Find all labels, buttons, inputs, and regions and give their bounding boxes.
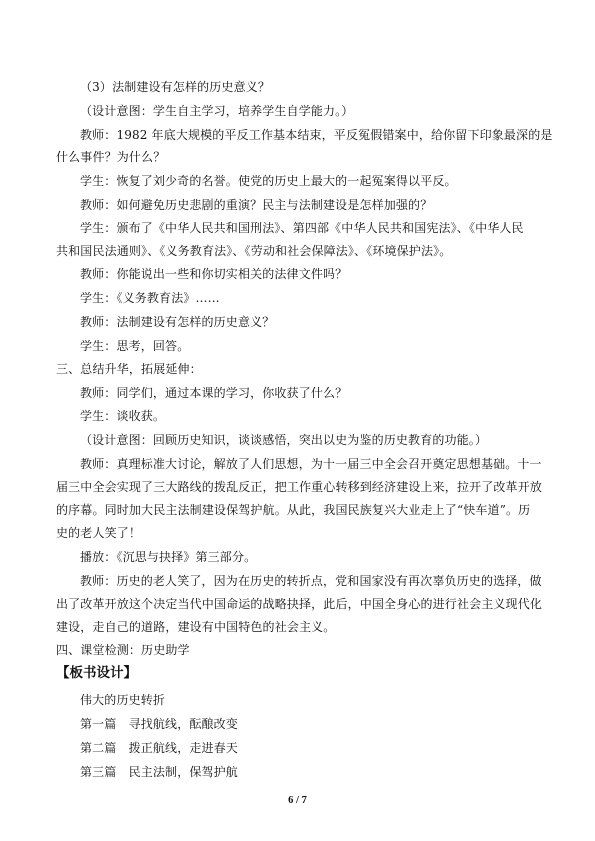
student-line-1: 学生：恢复了刘少奇的名誉。使党的历史上最大的一起冤案得以平反。 [80,174,457,188]
teacher-line-6-cont-3: 史的老人笑了！ [56,526,142,540]
teacher-line-7-cont-2: 建设，走自己的道路，建设有中国特色的社会主义。 [56,620,336,634]
teacher-line-5: 教师：同学们，通过本课的学习，你收获了什么？ [80,386,348,400]
board-chapter-1: 第一篇 寻找航线，酝酿改变 [80,717,238,731]
question-3: （3）法制建设有怎样的历史意义？ [80,80,271,94]
student-line-5: 学生：谈收获。 [80,409,166,423]
design-intent-1: （设计意图：学生自主学习，培养学生自学能力。） [80,104,354,118]
teacher-line-1: 教师：1982 年底大规模的平反工作基本结束，平反冤假错案中，给你留下印象最深的是 [80,128,553,142]
section-4-heading: 四、课堂检测：历史助学 [56,643,190,657]
student-line-4: 学生：思考，回答。 [80,339,190,353]
teacher-line-2: 教师：如何避免历史悲剧的重演？民主与法制建设是怎样加强的？ [80,198,433,212]
design-intent-2: （设计意图：回顾历史知识，谈谈感悟，突出以史为鉴的历史教育的功能。） [80,433,488,447]
teacher-line-6-cont-1: 届三中全会实现了三大路线的拨乱反正，把工作重心转移到经济建设上来，拉开了改革开放 [56,480,543,494]
board-design-heading: 【板书设计】 [56,665,137,681]
teacher-line-7-cont-1: 出了改革开放这个决定当代中国命运的战略抉择，此后，中国全身心的进行社会主义现代化 [56,597,543,611]
teacher-line-1-cont: 什么事件？为什么？ [56,150,166,164]
teacher-line-3: 教师：你能说出一些和你切实相关的法律文件吗？ [80,267,348,281]
section-3-heading: 三、总结升华，拓展延伸： [56,362,202,376]
teacher-line-4: 教师：法制建设有怎样的历史意义？ [80,315,275,329]
board-title: 伟大的历史转折 [80,693,166,707]
board-chapter-2: 第二篇 拨正航线，走进春天 [80,741,238,755]
teacher-line-7: 教师：历史的老人笑了，因为在历史的转折点，党和国家没有再次辜负历史的选择，做 [80,574,542,588]
board-chapter-3: 第三篇 民主法制，保驾护航 [80,765,238,779]
student-line-2: 学生：颁布了《中华人民共和国刑法》、第四部《中华人民共和国宪法》、《中华人民 [80,221,524,235]
student-line-3: 学生：《义务教育法》…… [80,291,220,305]
teacher-line-6-cont-2: 的序幕。同时加大民主法制建设保驾护航。从此，我国民族复兴大业走上了“快车道”。历 [56,503,531,517]
play-line: 播放：《沉思与抉择》第三部分。 [80,550,257,564]
teacher-line-6: 教师：真理标准大讨论，解放了人们思想，为十一届三中全会召开奠定思想基础。十一 [80,457,542,471]
page-number: 6 / 7 [288,795,307,806]
student-line-2-cont: 共和国民法通则》、《义务教育法》、《劳动和社会保障法》、《环境保护法》。 [56,244,452,258]
